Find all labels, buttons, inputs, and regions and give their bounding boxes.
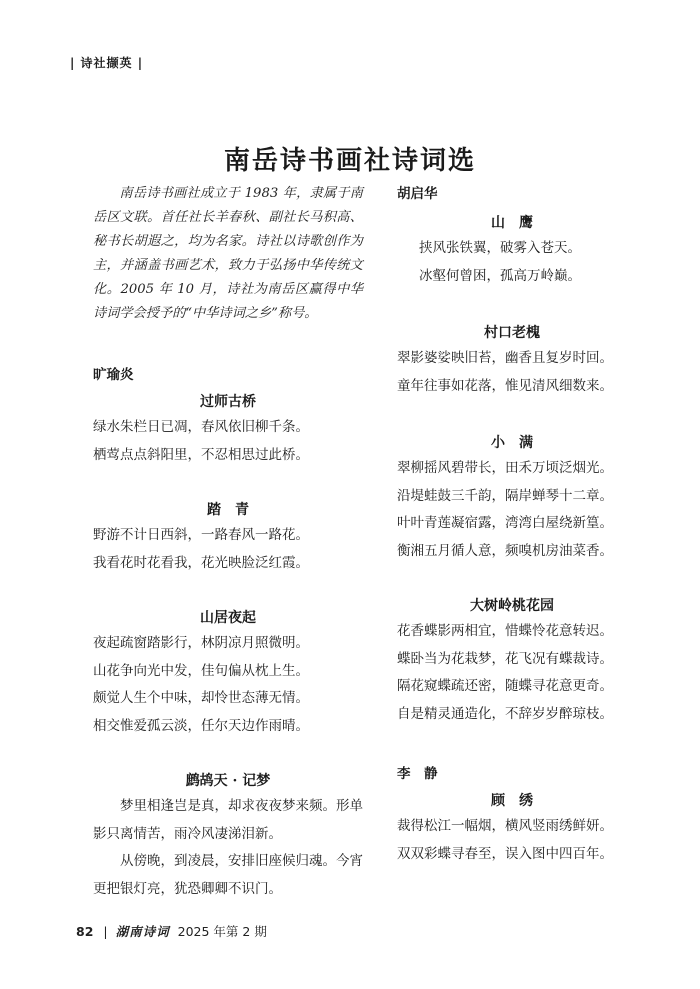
poem-title: 山居夜起 bbox=[200, 610, 256, 626]
poem-line: 翠柳摇风碧带长，田禾万顷泛烟光。 bbox=[397, 460, 613, 476]
poem bbox=[397, 212, 627, 290]
poem-title: 大树岭桃花园 bbox=[470, 598, 554, 614]
section-tag: | 诗社撷英 | bbox=[70, 56, 144, 70]
poem-line: 双双彩蝶寻春至，误入图中四百年。 bbox=[397, 845, 613, 862]
poem-title: 过师古桥 bbox=[200, 394, 256, 410]
poem bbox=[93, 391, 363, 469]
poem-line: 衡湘五月循人意，频嗅机房油菜香。 bbox=[397, 542, 613, 559]
poem-title: 踏 青 bbox=[207, 502, 249, 518]
poem-line: 夜起疏窗踏影行，林阴凉月照微明。 bbox=[93, 635, 309, 651]
page-number: 82 bbox=[76, 923, 94, 939]
poem bbox=[93, 607, 363, 740]
page-footer bbox=[76, 922, 267, 940]
magazine-name: 湖南诗词 bbox=[115, 924, 170, 939]
poem-line: 绿水朱栏日已凋，春风依旧柳千条。 bbox=[93, 419, 309, 435]
poem-line: 隔花窥蝶疏还密，随蝶寻花意更奇。 bbox=[397, 678, 613, 694]
footer-separator: | bbox=[103, 923, 108, 939]
poem-line: 自是精灵通造化，不辞岁岁醉琼枝。 bbox=[397, 705, 613, 722]
poem-line: 我看花时花看我，花光映脸泛红霞。 bbox=[93, 554, 309, 571]
poem-line: 山花争向光中发，佳句偏从枕上生。 bbox=[93, 662, 309, 679]
poem-line: 童年往事如花落，惟见清风细数来。 bbox=[397, 377, 613, 394]
author-name: 旷瑜炎 bbox=[93, 367, 134, 383]
poem bbox=[93, 499, 363, 577]
poem-title: 顾 绣 bbox=[491, 793, 533, 809]
intro-block bbox=[93, 182, 363, 326]
poem-line: 裁得松江一幅烟，横风竖雨绣鲜妍。 bbox=[397, 818, 613, 834]
author-name: 胡启华 bbox=[397, 186, 438, 202]
issue-label: 2025 年第 2 期 bbox=[177, 924, 267, 939]
ci-paragraph: 从傍晚，到凌晨，安排旧座候归魂。今宵更把银灯亮，犹恐卿卿不识门。 bbox=[93, 853, 363, 897]
poem bbox=[397, 432, 627, 565]
author-name: 李 静 bbox=[397, 766, 438, 782]
poem bbox=[397, 595, 627, 728]
poem-title: 村口老槐 bbox=[484, 325, 540, 341]
ci-poem bbox=[93, 770, 363, 903]
intro-paragraph: 南岳诗书画社成立于 1983 年，隶属于南岳区文联。首任社长羊春秋、副社长马积高、秘书长胡遐之，均为名家。诗社以诗歌创作为主，并涵盖书画艺术，致力于弘扬中华传统文化。2005 年 10 月，诗社为南岳区赢得中华诗词学会授予的“中华诗词之乡”称号。 bbox=[93, 186, 363, 321]
poem-line: 翠影婆娑映旧苔，幽香且复岁时回。 bbox=[397, 350, 613, 366]
page-title: 南岳诗书画社诗词选 bbox=[223, 146, 476, 176]
poem-line: 冰壑何曾困，孤高万岭巅。 bbox=[419, 267, 581, 284]
poem-line: 挟风张铁翼，破雾入苍天。 bbox=[419, 240, 581, 256]
poem-line: 相交惟爱孤云淡，任尔天边作雨晴。 bbox=[93, 717, 309, 734]
poem-line: 颇觉人生个中味，却怜世态薄无情。 bbox=[93, 690, 309, 706]
poem-line: 栖莺点点斜阳里，不忍相思过此桥。 bbox=[93, 446, 309, 463]
left-column bbox=[93, 182, 363, 903]
poem-title: 鹧鸪天 · 记梦 bbox=[185, 773, 271, 789]
poem bbox=[397, 790, 627, 868]
poem-line: 沿堤蛙鼓三千韵，隔岸蝉琴十二章。 bbox=[397, 487, 613, 504]
poem-line: 花香蝶影两相宜，惜蝶怜花意转迟。 bbox=[397, 623, 613, 639]
poem-line: 野游不计日西斜，一路春风一路花。 bbox=[93, 527, 309, 543]
ci-paragraph: 梦里相逢岂是真，却求夜夜梦来频。形单影只离情苦，雨冷风凄涕泪新。 bbox=[93, 798, 363, 842]
poem-title: 小 满 bbox=[491, 435, 533, 451]
poem-title: 山 鹰 bbox=[491, 215, 533, 231]
poem-line: 叶叶青莲凝宿露，湾湾白屋绕新篁。 bbox=[397, 515, 613, 531]
poem-line: 蝶卧当为花栽梦，花飞况有蝶裁诗。 bbox=[397, 650, 613, 667]
poem bbox=[397, 322, 627, 400]
right-column bbox=[397, 182, 627, 868]
